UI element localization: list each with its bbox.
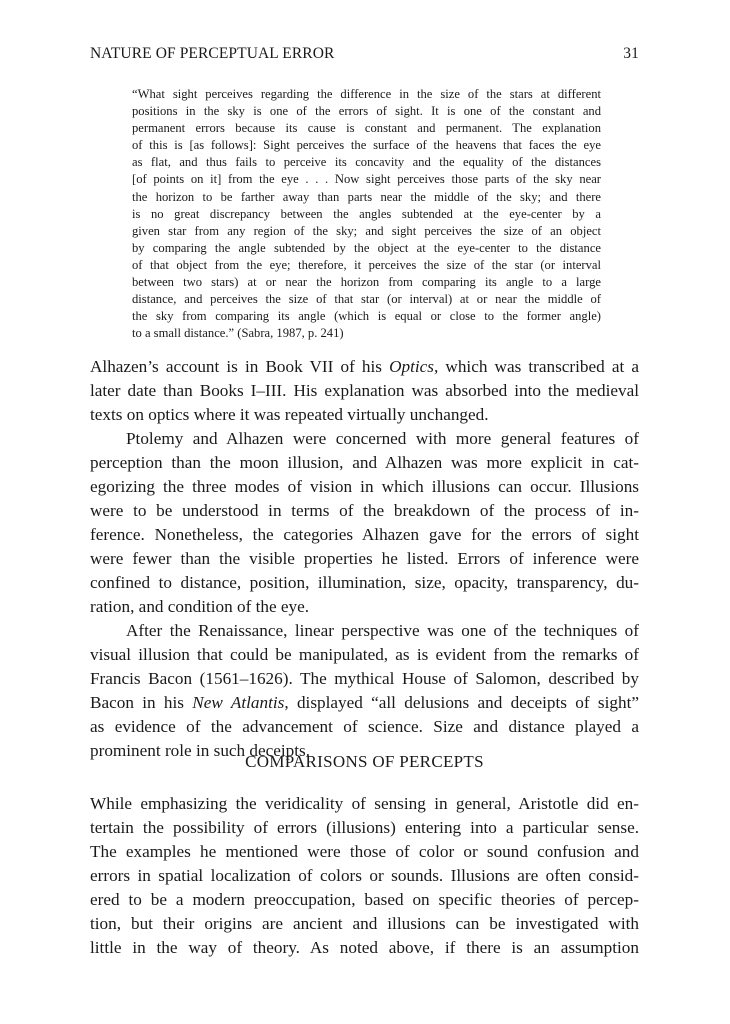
paragraph-4-line: ered to be a modern preoccupation, based on specific theories of percep- [90, 890, 639, 909]
quote-line: permanent errors because its cause is constant and permanent. The explanation [132, 121, 601, 136]
quote-line: is no great discrepancy between the angles subtended at the eye-center by a [132, 206, 601, 221]
body-text-main [90, 355, 639, 763]
paragraph-2-line: Ptolemy and Alhazen were concerned with more general features of [126, 429, 639, 448]
page-number: 31 [623, 45, 639, 62]
paragraph-2-line: confined to distance, position, illumination, size, opacity, transparency, du- [90, 573, 639, 592]
paragraph-4-line: errors in spatial localization of colors or sounds. Illusions are often consid- [90, 866, 639, 885]
quote-line: [of points on it] from the eye . . . Now sight perceives those parts of the sky near [132, 172, 601, 187]
paragraph-2-line: were fewer than the visible properties he listed. Errors of inference were [90, 549, 639, 568]
quote-line: given star from any region of the sky; and sight perceives the size of an object [132, 223, 601, 238]
text-run: , which was transcribed at a [434, 357, 640, 376]
quote-line: as flat, and thus fails to perceive its concavity and the equality of the distances [132, 155, 601, 170]
paragraph-1-line [90, 355, 639, 379]
paragraph-3-line: prominent role in such deceipts. [90, 741, 311, 760]
quote-line: the horizon to be farther away than parts near the middle of the sky; and there [132, 189, 601, 204]
quote-line: of that object from the eye; therefore, it perceives the size of the star (or interval [132, 257, 601, 272]
quote-line: by comparing the angle subtended by the object at the eye-center to the distance [132, 240, 601, 255]
book-title-new-atlantis: New Atlantis [192, 693, 285, 712]
quote-line: “What sight perceives regarding the difference in the size of the stars at different [132, 87, 601, 101]
text-run: Alhazen’s account is in Book VII of his [90, 357, 390, 376]
paragraph-3-line: After the Renaissance, linear perspective was one of the techniques of [126, 621, 639, 640]
paragraph-2-line: ration, and condition of the eye. [90, 597, 310, 616]
paragraph-3-line: visual illusion that could be manipulated, as is evident from the remarks of [90, 645, 639, 664]
paragraph-3-line: Francis Bacon (1561–1626). The mythical House of Salomon, described by [90, 669, 639, 688]
paragraph-2-line: egorizing the three modes of vision in which illusions can occur. Illusions [90, 477, 639, 496]
quote-line: between two stars) at or near the horizon from comparing its angle to a large [132, 275, 601, 290]
body-text-section [90, 792, 639, 960]
paragraph-3-line [90, 691, 639, 715]
paragraph-2-line: perception than the moon illusion, and Alhazen was more explicit in cat- [90, 453, 639, 472]
paragraph-4-line: tion, but their origins are ancient and illusions can be investigated with [90, 914, 639, 933]
paragraph-4-line: tertain the possibility of errors (illusions) entering into a particular sense. [90, 818, 639, 837]
paragraph-1-line: later date than Books I–III. His explanation was absorbed into the medieval [90, 381, 639, 400]
book-title-optics: Optics [389, 357, 434, 376]
block-quote [132, 86, 601, 342]
quote-line: to a small distance.” (Sabra, 1987, p. 241) [132, 326, 344, 341]
paragraph-2-line: were to be understood in terms of the breakdown of the process of in- [90, 501, 639, 520]
paragraph-4-line: The examples he mentioned were those of color or sound confusion and [90, 842, 639, 861]
paragraph-2-line: ference. Nonetheless, the categories Alhazen gave for the errors of sight [90, 525, 639, 544]
paragraph-4-line: little in the way of theory. As noted above, if there is an assumption [90, 938, 639, 957]
text-run: Bacon in his [90, 693, 193, 712]
section-heading: COMPARISONS OF PERCEPTS [245, 752, 484, 771]
quote-line: distance, and perceives the size of that star (or interval) at or near the middle of [132, 292, 601, 307]
running-head [90, 45, 639, 67]
paragraph-4-line: While emphasizing the veridicality of sensing in general, Aristotle did en- [90, 794, 639, 813]
quote-line: of this is [as follows]: Sight perceives the surface of the heavens that faces the eye [132, 138, 601, 153]
running-head-title: NATURE OF PERCEPTUAL ERROR [90, 45, 335, 62]
quote-line: the sky from comparing its angle (which is equal or close to the former angle) [132, 309, 601, 324]
paragraph-1-line: texts on optics where it was repeated virtually unchanged. [90, 405, 489, 424]
paragraph-3-line: as evidence of the advancement of science. Size and distance played a [90, 717, 639, 736]
text-run: , displayed “all delusions and deceipts of sight” [284, 693, 639, 712]
quote-line: positions in the sky is one of the errors of sight. It is one of the constant and [132, 104, 601, 119]
